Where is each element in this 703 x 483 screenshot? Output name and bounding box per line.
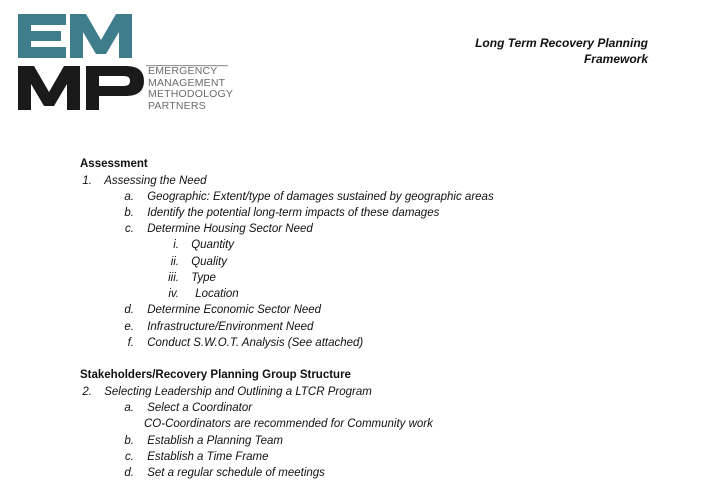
document-title-line1: Long Term Recovery Planning: [475, 36, 648, 50]
list-item: [120, 222, 313, 236]
list-item-text: Set a regular schedule of meetings: [147, 467, 325, 479]
list-item-text: Location: [195, 288, 239, 300]
logo-line: MANAGEMENT: [148, 76, 226, 89]
list-item-text: Infrastructure/Environment Need: [147, 321, 314, 333]
list-marker: iii.: [168, 272, 179, 284]
list-marker: a.: [124, 402, 134, 414]
list-item: [120, 401, 252, 415]
list-item: [120, 466, 325, 480]
list-item-text: Type: [191, 272, 216, 284]
list-item-text: Establish a Planning Team: [147, 435, 283, 447]
list-item: [160, 271, 216, 285]
list-marker: d.: [124, 467, 134, 479]
list-item-text: Assessing the Need: [104, 175, 207, 187]
section-heading-assessment: Assessment: [80, 158, 148, 170]
list-item-text: Quantity: [191, 239, 235, 251]
section-heading-stakeholders: Stakeholders/Recovery Planning Group Structure: [80, 369, 351, 381]
list-item-text: Geographic: Extent/type of damages sustained by geographic areas: [147, 191, 494, 203]
document-title-line2: Framework: [583, 52, 648, 66]
list-item: [120, 190, 494, 204]
list-marker: c.: [125, 451, 134, 463]
list-marker: ii.: [170, 256, 179, 268]
list-item: [120, 336, 363, 350]
list-marker: d.: [124, 304, 134, 316]
list-item: [120, 303, 321, 317]
list-marker: c.: [125, 223, 134, 235]
logo-line: EMERGENCY: [148, 65, 218, 77]
list-item: [160, 255, 227, 269]
list-marker: b.: [124, 435, 134, 447]
list-item: [120, 320, 313, 334]
list-item-text: Quality: [191, 256, 227, 268]
list-item-note: CO-Coordinators are recommended for Community work: [144, 418, 433, 430]
list-marker: e.: [124, 321, 134, 333]
list-item-text: Establish a Time Frame: [147, 451, 269, 463]
list-item-text: Selecting Leadership and Outlining a LTCR Program: [104, 386, 372, 398]
list-item: [120, 434, 283, 448]
list-marker: b.: [124, 207, 134, 219]
list-marker: f.: [127, 337, 134, 349]
list-item: [160, 238, 234, 252]
list-marker: 2.: [82, 386, 92, 398]
list-item: [80, 385, 372, 399]
list-marker: a.: [124, 191, 134, 203]
logo-line: PARTNERS: [148, 99, 206, 112]
logo-line: METHODOLOGY: [148, 88, 234, 100]
list-item-text: Determine Housing Sector Need: [147, 223, 313, 235]
list-item-text: Conduct S.W.O.T. Analysis (See attached): [147, 337, 364, 349]
list-item-text: Select a Coordinator: [147, 402, 253, 414]
list-item: [80, 174, 207, 188]
list-item-text: Identify the potential long-term impacts of these damages: [147, 207, 440, 219]
list-marker: 1.: [82, 175, 92, 187]
list-item: [160, 287, 239, 301]
list-item: [120, 450, 269, 464]
list-item: [120, 206, 439, 220]
list-marker: iv.: [168, 288, 179, 300]
list-item-text: Determine Economic Sector Need: [147, 304, 322, 316]
list-marker: i.: [173, 239, 179, 251]
